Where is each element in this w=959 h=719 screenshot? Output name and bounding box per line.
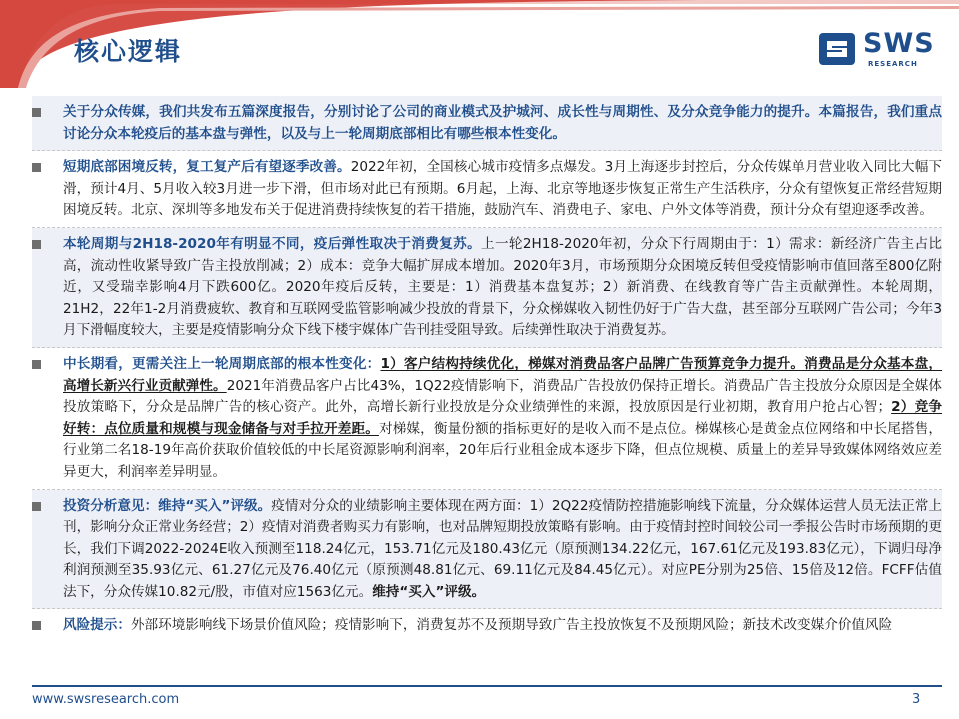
section-long-term <box>32 348 942 490</box>
logo-text: SWS <box>863 28 935 59</box>
bullet-square-icon <box>32 621 41 630</box>
bullet-square-icon <box>32 502 41 511</box>
section-intro <box>32 96 942 151</box>
bullet-square-icon <box>32 163 41 172</box>
section-investment-text: 疫情对分众的业绩影响主要体现在两方面：1）2Q22疫情防控措施影响线下流量，分众媒体运营人员无法正常上刊，影响分众正常业务经营；2）疫情对消费者购买力有影响，也对品牌短期投放策略有影响。由于疫情封控时间较公司一季报公告时市场预期的更长，我们下调2022-2024E收入预测至118.24亿元，153.71亿元及180.43亿元（原预测134.22亿元，167.61亿元及193.83亿元），下调归母净利润预测至35.93亿元、61.27亿元及76.40亿元（原预测48.81亿元、69.11亿元及84.45亿元）。对应PE分别为25倍、15倍及12倍。FCFF估值法下，分众传媒10.82元/股，市值对应1563亿元。 <box>63 497 942 600</box>
section-short-term <box>32 151 942 228</box>
section-long-term-text-1: 2021年消费品客户占比43%，1Q22疫情影响下，消费品广告投放仍保持正增长。消费品广告主投放分众原因是全媒体投放策略下，分众是品牌广告的核心资产。此外，高增长新行业投放是分众业绩弹性的来源，投放原因是行业初期，教育用户抢占心智； <box>63 377 943 416</box>
page-number: 3 <box>912 692 921 707</box>
bullet-square-icon <box>32 240 41 249</box>
logo-subtext: RESEARCH <box>868 60 918 68</box>
page-title: 核心逻辑 <box>74 37 183 66</box>
section-cycle <box>32 228 942 348</box>
section-risk <box>32 609 942 642</box>
section-cycle-text: 上一轮2H18-2020年初，分众下行周期由于：1）需求：新经济广告主占比高，流动性收紧导致广告主投放削减；2）成本：竞争大幅扩屏成本增加。2020年3月，市场预期分众困境反转但受疫情影响市值回落至800亿附近，又受瑞幸影响4月下跌600亿。2020年疫后反转，主要是：1）消费基本盘复苏；2）新消费、在线教育等广告主贡献弹性。本轮周期，21H2，22年1-2月消费疲软、教育和互联网受监管影响减少投放的背景下，分众梯媒收入韧性仍好于广告大盘，甚至部分互联网广告公司；今年3月下滑幅度较大，主要是疫情影响分众下线下楼宇媒体广告刊挂受阻导致。后续弹性取决于消费复苏。 <box>63 235 942 339</box>
section-investment-heading: 投资分析意见：维持“买入”评级。 <box>63 497 272 514</box>
footer-url[interactable]: www.swsresearch.com <box>32 692 180 707</box>
section-risk-heading: 风险提示： <box>63 617 131 634</box>
section-short-term-heading: 短期底部困境反转，复工复产后有望逐季改善。 <box>63 159 351 176</box>
bullet-square-icon <box>32 108 41 117</box>
section-long-term-text-2: 对梯媒，衡量份额的指标更好的是收入而不是点位。梯媒核心是黄金点位网络和中长尾搭售，行业第二名18-19年高价获取价值较低的中长尾资源影响利润率，20年后行业租金成本逐步下降，但点位规模、质量上的差异导致媒体网络效应差异更大，利润率差异明显。 <box>63 420 943 480</box>
footer-divider <box>32 685 942 687</box>
section-risk-text: 外部环境影响线下场景价值风险；疫情影响下，消费复苏不及预期导致广告主投放恢复不及预期风险；新技术改变媒介价值风险 <box>130 617 893 634</box>
section-short-term-text: 2022年初，全国核心城市疫情多点爆发。3月上海逐步封控后，分众传媒单月营业收入同比大幅下滑，预计4月、5月收入较3月进一步下滑，但市场对此已有预期。6月起，上海、北京等地逐步恢复正常生产生活秩序，分众有望恢复正常经营短期困境反转。北京、深圳等多地发布关于促进消费持续恢复的若干措施，鼓励汽车、消费电子、家电、户外文体等消费，预计分众有望迎逐季改善。 <box>63 159 942 219</box>
section-investment <box>32 490 942 610</box>
section-investment-rating: 维持“买入”评级。 <box>372 583 486 600</box>
section-long-term-point-2: 2）竞争好转：点位质量和规模与现金储备与对手拉开差距。 <box>63 399 943 437</box>
bullet-square-icon <box>32 360 41 369</box>
main-content <box>32 96 942 642</box>
section-long-term-heading: 中长期看，更需关注上一轮周期底部的根本性变化： <box>63 355 381 372</box>
section-intro-text: 关于分众传媒，我们共发布五篇深度报告，分别讨论了公司的商业模式及护城河、成长性与周期性、及分众竞争能力的提升。本篇报告，我们重点讨论分众本轮疫后的基本盘与弹性，以及与上一轮周期底部相比有哪些根本性变化。 <box>63 104 942 142</box>
section-cycle-heading: 本轮周期与2H18-2020年有明显不同，疫后弹性取决于消费复苏。 <box>63 235 482 252</box>
section-long-term-point-1: 1）客户结构持续优化，梯媒对消费品客户品牌广告预算竞争力提升。消费品是分众基本盘，高增长新兴行业贡献弹性。 <box>63 355 942 394</box>
sws-logo <box>815 27 945 71</box>
sws-logo-icon <box>815 29 859 69</box>
page-header <box>0 0 959 88</box>
